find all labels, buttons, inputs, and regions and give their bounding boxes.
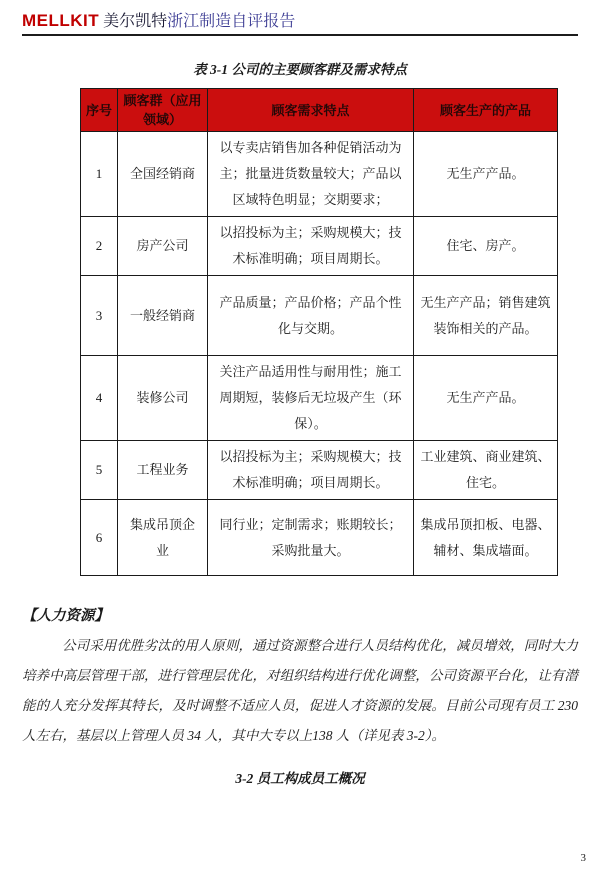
company-name: 美尔凯特 [99, 13, 168, 30]
page-header [22, 8, 578, 36]
brand-logo-text: MELLKIT [22, 11, 100, 30]
cell-no: 5 [81, 441, 118, 500]
cell-no: 6 [81, 500, 118, 576]
cell-needs: 同行业；定制需求；账期较长；采购批量大。 [208, 500, 414, 576]
hr-paragraph: 公司采用优胜劣汰的用人原则，通过资源整合进行人员结构优化，减员增效，同时大力培养中高层管理干部，进行管理层优化，对组织结构进行优化调整，公司资源平台化，让有潜能的人充分发挥其特长，及时调整不适应人员，促进人才资源的发展。目前公司现有员工 230 人左右，基层以上管理人员 34 人，其中大专以上138 人（详见表 3-2）。 [22, 638, 578, 743]
cell-group: 工程业务 [118, 441, 208, 500]
table-row [81, 276, 558, 356]
table-row [81, 441, 558, 500]
document-type: 自评报告 [231, 13, 296, 30]
cell-no: 4 [81, 356, 118, 441]
table-title: 表 3-1 公司的主要顾客群及需求特点 [193, 62, 407, 77]
subsection-title: 3-2 员工构成员工概况 [235, 771, 365, 786]
table-row [81, 217, 558, 276]
cell-products: 无生产产品。 [414, 356, 558, 441]
cell-group: 集成吊顶企业 [118, 500, 208, 576]
cell-products: 无生产产品；销售建筑装饰相关的产品。 [414, 276, 558, 356]
cell-products: 工业建筑、商业建筑、住宅。 [414, 441, 558, 500]
cell-group: 一般经销商 [118, 276, 208, 356]
cell-group: 装修公司 [118, 356, 208, 441]
col-header-products: 顾客生产的产品 [414, 89, 558, 132]
cell-needs: 以招投标为主；采购规模大；技术标准明确；项目周期长。 [208, 441, 414, 500]
cell-products: 无生产产品。 [414, 132, 558, 217]
col-header-needs: 顾客需求特点 [208, 89, 414, 132]
cell-products: 住宅、房产。 [414, 217, 558, 276]
table-row [81, 132, 558, 217]
section-heading-hr: 【人力资源】 [22, 608, 109, 624]
cell-needs: 以专卖店销售加各种促销活动为主；批量进货数量较大；产品以区域特色明显；交期要求； [208, 132, 414, 217]
cell-products: 集成吊顶扣板、电器、辅材、集成墙面。 [414, 500, 558, 576]
cell-no: 2 [81, 217, 118, 276]
col-header-group: 顾客群（应用领域） [118, 89, 208, 132]
col-header-no: 序号 [81, 89, 118, 132]
cell-needs: 以招投标为主；采购规模大；技术标准明确；项目周期长。 [208, 217, 414, 276]
cell-needs: 产品质量；产品价格；产品个性化与交期。 [208, 276, 414, 356]
table-row [81, 500, 558, 576]
table-header-row [81, 89, 558, 132]
cell-no: 3 [81, 276, 118, 356]
certification-name: 浙江制造 [167, 13, 232, 30]
cell-no: 1 [81, 132, 118, 217]
cell-needs: 关注产品适用性与耐用性；施工周期短，装修后无垃圾产生（环保）。 [208, 356, 414, 441]
page-number: 3 [580, 852, 586, 864]
cell-group: 房产公司 [118, 217, 208, 276]
cell-group: 全国经销商 [118, 132, 208, 217]
customer-groups-table [80, 88, 558, 576]
table-row [81, 356, 558, 441]
